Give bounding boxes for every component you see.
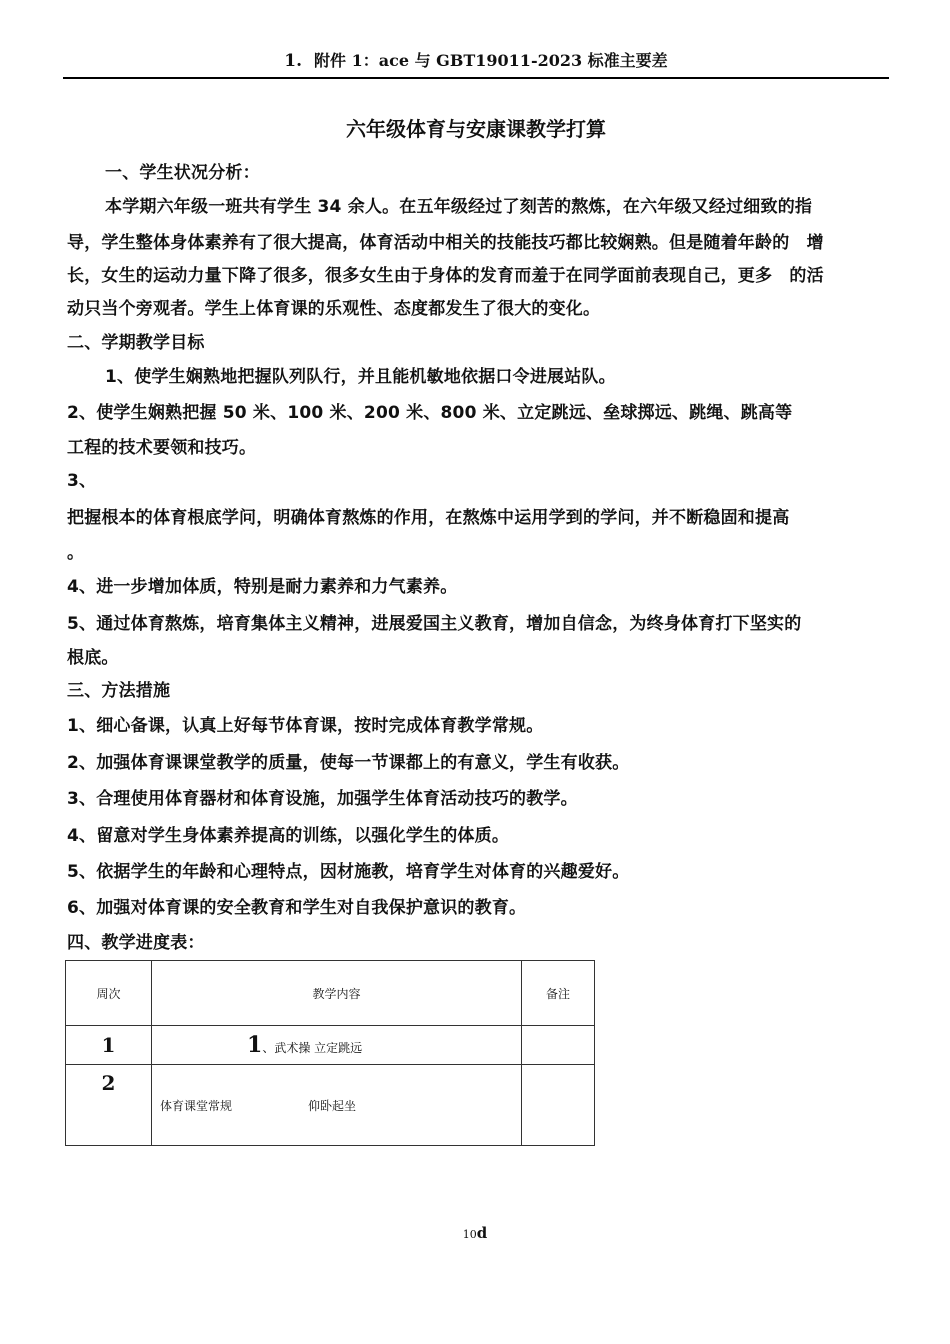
header-rule (63, 77, 889, 79)
week-number: 2 (101, 1071, 116, 1095)
measure-item: 1、细心备课，认真上好每节体育课，按时完成体育教学常规。 (67, 716, 544, 736)
week-number: 1 (101, 1033, 116, 1057)
week-cell (66, 1026, 152, 1065)
goal-item-continued: 根底。 (67, 648, 119, 668)
measure-item: 5、依据学生的年龄和心理特点，因材施教，培育学生对体育的兴趣爱好。 (67, 862, 630, 882)
measure-item: 3、合理使用体育器材和体育设施，加强学生体育活动技巧的教学。 (67, 789, 578, 809)
table-row (66, 1026, 595, 1065)
content-text: 体育课堂常规 (160, 1098, 233, 1113)
section1-line: 导，学生整体身体素养有了很大提高，体育活动中相关的技能技巧都比较娴熟。但是随着年龄的 增 (67, 233, 824, 253)
document-title: 六年级体育与安康课教学打算 (346, 117, 606, 141)
content-text: 仰卧起坐 (308, 1098, 357, 1113)
page-number-bold: d (476, 1224, 488, 1242)
measure-item: 2、加强体育课课堂教学的质量，使每一节课都上的有意义，学生有收获。 (67, 753, 630, 773)
section3-heading: 三、方法措施 (67, 681, 171, 701)
goal-item-continued: 。 (67, 543, 85, 563)
goal-item-continued: 把握根本的体育根底学问，明确体育熬炼的作用，在熬炼中运用学到的学问，并不断稳固和提高 (67, 508, 790, 528)
goal-item: 1、使学生娴熟地把握队列队行，并且能机敏地依据口令进展站队。 (105, 367, 616, 387)
page-number (0, 1224, 950, 1242)
section1-line: 本学期六年级一班共有学生 34 余人。在五年级经过了刻苦的熬炼，在六年级又经过细致的指 (105, 197, 813, 217)
goal-item-continued: 工程的技术要领和技巧。 (67, 438, 257, 458)
section1-line: 动只当个旁观者。学生上体育课的乐观性、态度都发生了很大的变化。 (67, 299, 601, 319)
goal-item: 3、 (67, 471, 97, 491)
goal-item: 5、通过体育熬炼，培育集体主义精神，进展爱国主义教育，增加自信念，为终身体育打下坚实的 (67, 614, 802, 634)
section2-heading: 二、学期教学目标 (67, 333, 205, 353)
header-number: 1. (284, 51, 303, 71)
table-row (66, 1065, 595, 1146)
note-cell (522, 1026, 595, 1065)
header-note: 备注 (522, 961, 595, 1026)
schedule-table (65, 960, 595, 1146)
section1-line: 长，女生的运动力量下降了很多，很多女生由于身体的发育而羞于在同学面前表现自己，更多 的活 (67, 266, 824, 286)
page-number-small: 10 (462, 1228, 477, 1241)
header-text: 附件 1：ace 与 GBT19011-2023 标准主要差 (314, 51, 668, 70)
measure-item: 4、留意对学生身体素养提高的训练，以强化学生的体质。 (67, 826, 510, 846)
goal-item: 4、进一步增加体质，特别是耐力素养和力气素养。 (67, 577, 458, 597)
content-cell (152, 1065, 522, 1146)
week-cell (66, 1065, 152, 1146)
content-cell (152, 1026, 522, 1065)
page-header (63, 48, 889, 71)
content-number: 1 (247, 1032, 263, 1058)
measure-item: 6、加强对体育课的安全教育和学生对自我保护意识的教育。 (67, 898, 527, 918)
goal-item: 2、使学生娴熟把握 50 米、100 米、200 米、800 米、立定跳远、垒球掷远、跳绳、跳高等 (67, 403, 793, 423)
header-week: 周次 (66, 961, 152, 1026)
note-cell (522, 1065, 595, 1146)
table-header-row (66, 961, 595, 1026)
content-text: 、武术操 立定跳远 (262, 1041, 363, 1055)
header-content: 教学内容 (152, 961, 522, 1026)
section1-heading: 一、学生状况分析： (105, 163, 260, 183)
section4-heading: 四、教学进度表： (67, 933, 205, 953)
